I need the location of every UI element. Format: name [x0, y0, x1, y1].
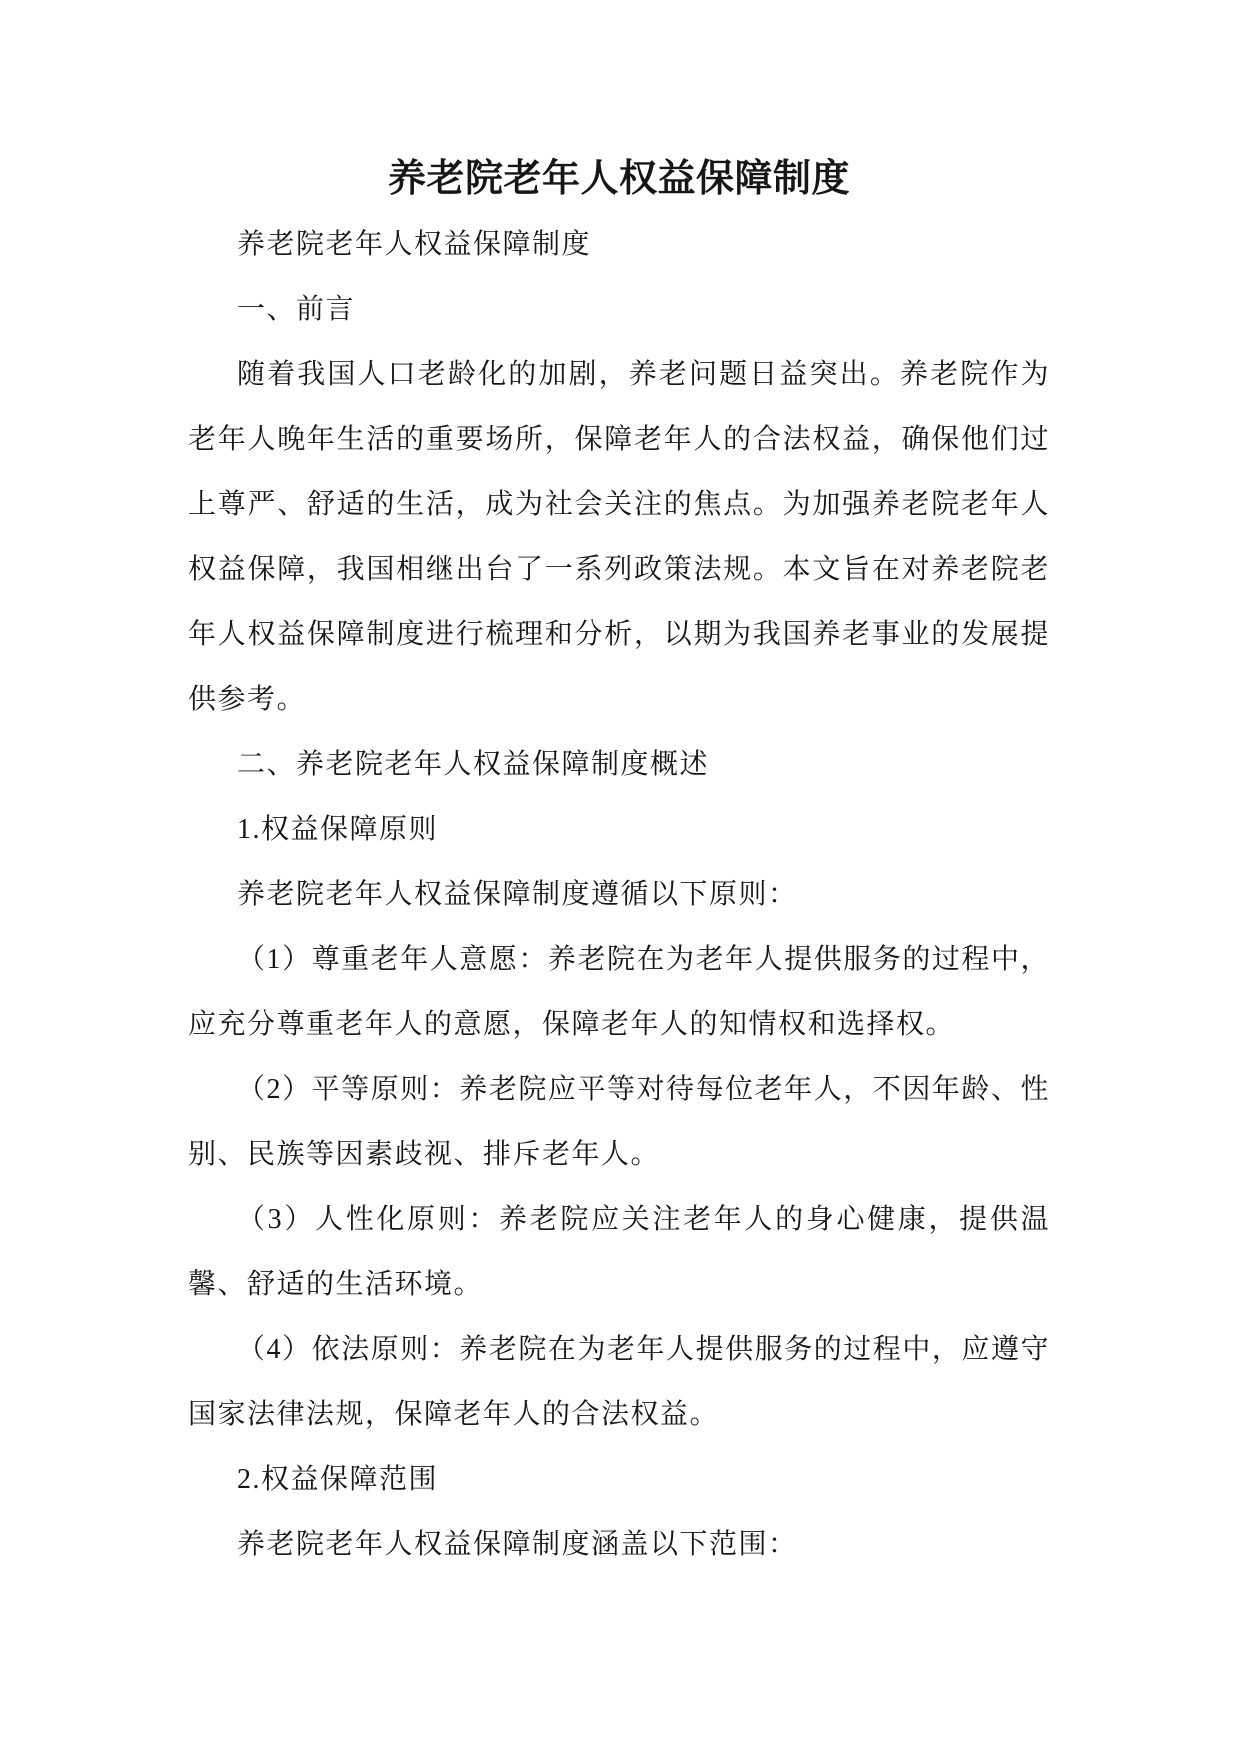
- paragraph-principle-4: （4）依法原则：养老院在为老年人提供服务的过程中，应遵守国家法律法规，保障老年人的合法权益。: [188, 1334, 1050, 1430]
- heading-overview: 二、养老院老年人权益保障制度概述: [237, 749, 710, 780]
- document-title: 养老院老年人权益保障制度: [387, 158, 850, 200]
- paragraph-principles-intro: 养老院老年人权益保障制度遵循以下原则：: [237, 879, 798, 910]
- paragraph-principle-1: （1）尊重老年人意愿：养老院在为老年人提供服务的过程中，应充分尊重老年人的意愿，保障老年人的知情权和选择权。: [188, 944, 1050, 1040]
- heading-principles: 1.权益保障原则: [237, 814, 439, 845]
- paragraph-principle-2: （2）平等原则：养老院应平等对待每位老年人，不因年龄、性别、民族等因素歧视、排斥老年人。: [188, 1074, 1050, 1170]
- paragraph-scope-intro: 养老院老年人权益保障制度涵盖以下范围：: [237, 1529, 798, 1560]
- document-content: [188, 147, 1050, 1577]
- paragraph-preface-body: 随着我国人口老龄化的加剧，养老问题日益突出。养老院作为老年人晚年生活的重要场所，保障老年人的合法权益，确保他们过上尊严、舒适的生活，成为社会关注的焦点。为加强养老院老年人权益保障，我国相继出台了一系列政策法规。本文旨在对养老院老年人权益保障制度进行梳理和分析，以期为我国养老事业的发展提供参考。: [188, 359, 1050, 715]
- heading-preface: 一、前言: [237, 294, 356, 325]
- heading-scope: 2.权益保障范围: [237, 1464, 439, 1495]
- doc-subtitle-paragraph: 养老院老年人权益保障制度: [237, 229, 592, 260]
- paragraph-principle-3: （3）人性化原则：养老院应关注老年人的身心健康，提供温馨、舒适的生活环境。: [188, 1204, 1050, 1300]
